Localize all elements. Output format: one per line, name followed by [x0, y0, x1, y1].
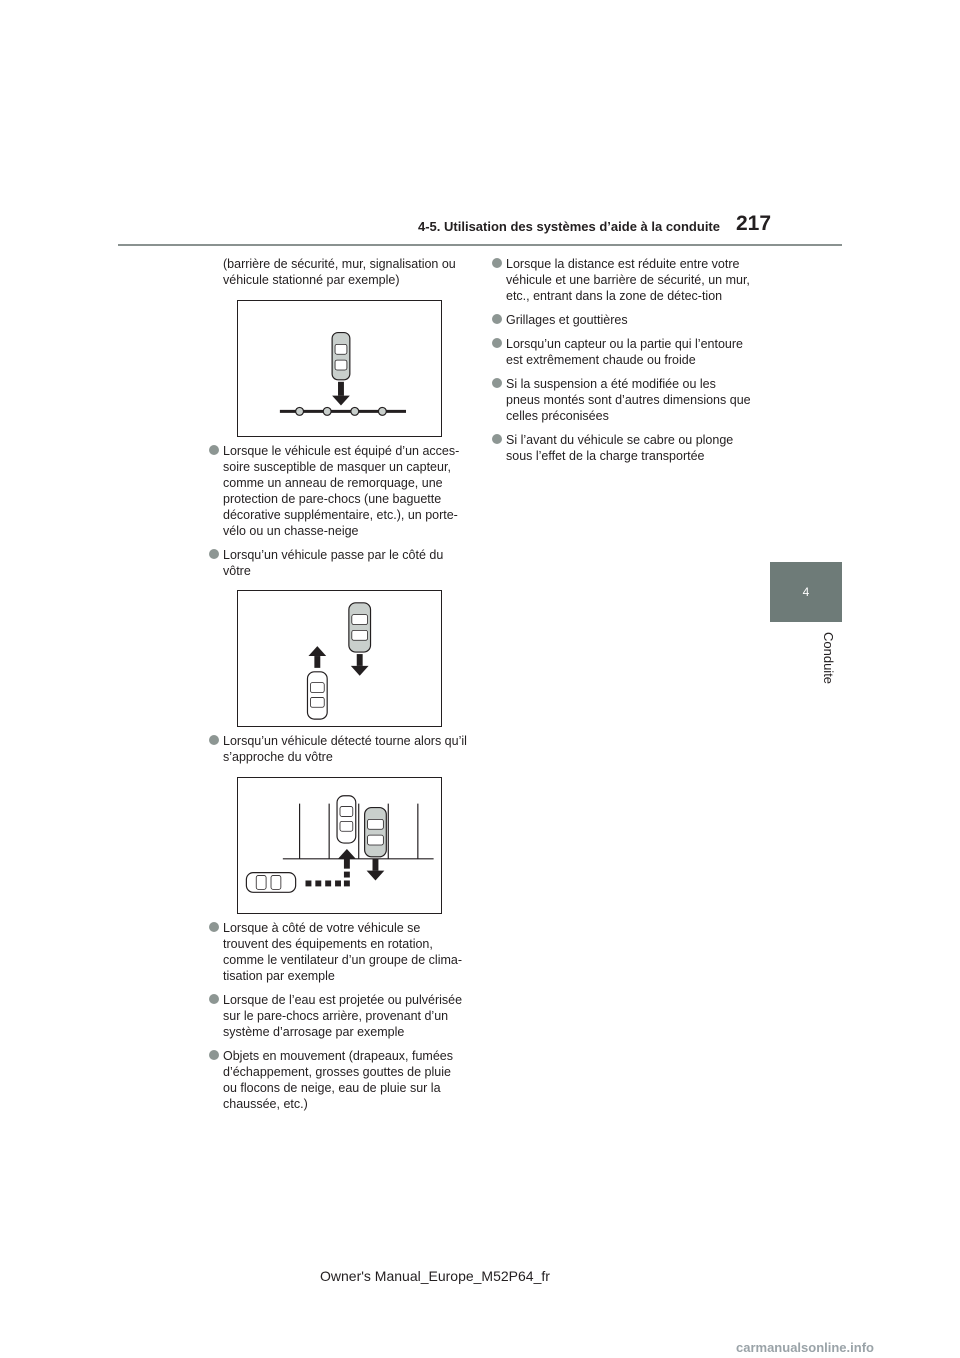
bullet-item: Lorsque à côté de votre véhicule se trouvent des équipements en rotation, comme le ventilateur d’un groupe de clima-tisation par exemple: [207, 920, 467, 984]
bullet-group-c: [207, 920, 467, 1112]
car-icon: [337, 796, 356, 843]
section-title: 4-5. Utilisation des systèmes d’aide à la conduite: [418, 219, 720, 234]
arrow-up-icon: [308, 646, 326, 668]
bullet-item: Lorsque le véhicule est équipé d’un acces-soire susceptible de masquer un capteur, comme un anneau de remorquage, une protection de pare-chocs (une baguette décorative supplémentaire, etc.), un porte-vélo ou un chasse-neige: [207, 443, 467, 539]
right-column: [490, 256, 752, 464]
arrow-down-icon: [351, 654, 369, 676]
bullet-item: Grillages et gouttières: [490, 312, 752, 328]
car-icon: [365, 808, 387, 857]
bullet-icon: [209, 549, 219, 559]
footer-text: Owner's Manual_Europe_M52P64_fr: [320, 1268, 550, 1284]
turning-vehicle-illustration: [238, 778, 441, 913]
bullet-icon: [209, 922, 219, 932]
header-rule: [118, 244, 842, 246]
watermark-text[interactable]: carmanualsonline.info: [736, 1340, 874, 1355]
bullet-icon: [209, 735, 219, 745]
chapter-label: Conduite: [821, 632, 836, 685]
bullet-item: Lorsque la distance est réduite entre votre véhicule et une barrière de sécurité, un mur, etc., entrant dans la zone de détec-tion: [490, 256, 752, 304]
figure-turning-vehicle: [237, 777, 442, 914]
barrier-icon: [280, 407, 406, 415]
car-icon: [332, 333, 350, 380]
bullet-item: Si l’avant du véhicule se cabre ou plonge sous l’effet de la charge transportée: [490, 432, 752, 464]
bullet-item: Objets en mouvement (drapeaux, fumées d’échappement, grosses gouttes de pluie ou flocons de neige, eau de pluie sur la chaussée, etc.): [207, 1048, 467, 1112]
bullet-item: Si la suspension a été modifiée ou les pneus montés sont d’autres dimensions que celles préconisées: [490, 376, 752, 424]
figure-passing-vehicle: [237, 590, 442, 727]
left-column: [207, 256, 467, 288]
bullet-item: Lorsqu’un véhicule détecté tourne alors qu’il s’approche du vôtre: [207, 733, 467, 765]
chapter-tab[interactable]: 4: [770, 562, 842, 622]
bullet-item: Lorsqu’un capteur ou la partie qui l’entoure est extrêmement chaude ou froide: [490, 336, 752, 368]
passing-vehicle-illustration: [238, 591, 441, 726]
page-number: 217: [736, 212, 772, 235]
bullet-icon: [209, 445, 219, 455]
bullet-icon: [209, 1050, 219, 1060]
bullet-item: Lorsque de l’eau est projetée ou pulvérisée sur le pare-chocs arrière, provenant d’un système d’arrosage par exemple: [207, 992, 467, 1040]
bullet-icon: [492, 378, 502, 388]
arrow-up-icon: [338, 849, 356, 869]
car-icon: [349, 603, 371, 652]
bullet-group-a: [207, 443, 467, 579]
car-icon: [246, 873, 295, 893]
bullet-icon: [492, 314, 502, 324]
bullet-item: Lorsqu’un véhicule passe par le côté du vôtre: [207, 547, 467, 579]
figure-barrier: [237, 300, 442, 437]
barrier-illustration: [238, 301, 441, 436]
car-icon: [307, 672, 327, 719]
intro-text: (barrière de sécurité, mur, signalisation ou véhicule stationné par exemple): [223, 257, 456, 287]
bullet-icon: [492, 434, 502, 444]
bullet-icon: [209, 994, 219, 1004]
parking-lines: [283, 804, 434, 859]
arrow-down-icon: [367, 859, 385, 881]
bullet-icon: [492, 338, 502, 348]
bullet-group-b: [207, 733, 467, 765]
bullet-icon: [492, 258, 502, 268]
dotted-path: [306, 872, 350, 887]
arrow-down-icon: [332, 382, 350, 406]
